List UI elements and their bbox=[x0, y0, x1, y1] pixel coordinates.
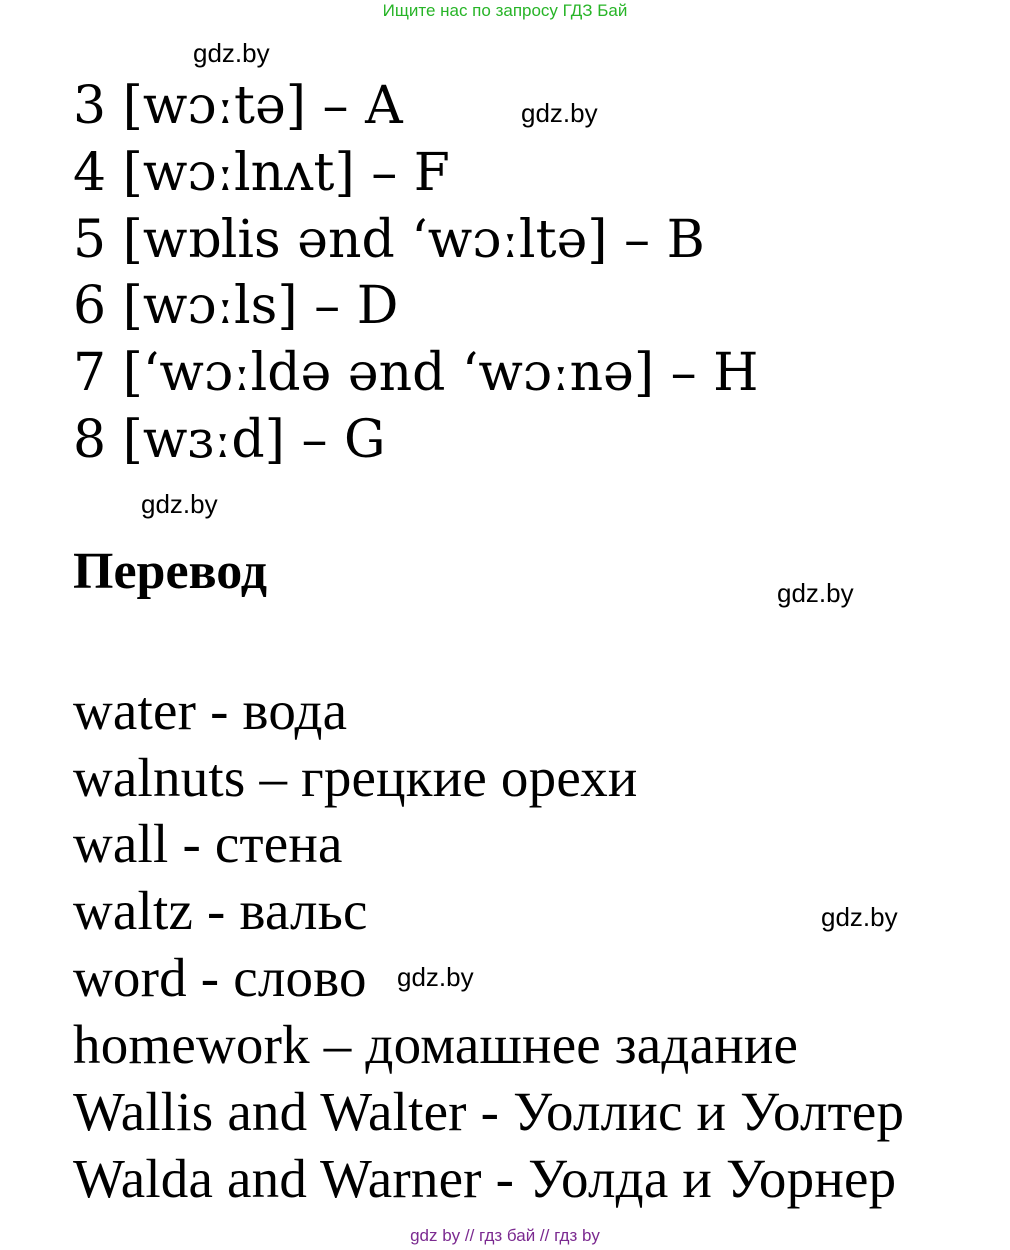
transcription-line: 3 [wɔːtə] – A bbox=[73, 76, 403, 136]
translation-line: water - вода bbox=[73, 680, 348, 741]
transcription-line: 6 [wɔːls] – D bbox=[73, 276, 399, 336]
transcription-line: 5 [wɒlis ənd ‘wɔːltə] – B bbox=[73, 210, 705, 270]
translation-line: waltz - вальс bbox=[73, 880, 368, 941]
transcription-line: 4 [wɔːlnʌt] – F bbox=[73, 143, 450, 203]
footer: gdz by // гдз бай // гдз by bbox=[410, 1226, 600, 1245]
watermark: gdz.by bbox=[777, 578, 854, 608]
watermark: gdz.by bbox=[821, 902, 898, 932]
top-banner: Ищите нас по запросу ГДЗ Бай bbox=[382, 1, 628, 20]
translation-line: homework – домашнее задание bbox=[73, 1014, 799, 1075]
watermark: gdz.by bbox=[141, 489, 218, 519]
translation-line: Wallis and Walter - Уоллис и Уолтер bbox=[73, 1081, 905, 1142]
transcription-line: 8 [wɜːd] – G bbox=[73, 410, 386, 470]
translation-line: walnuts – грецкие орехи bbox=[73, 747, 638, 808]
section-heading: Перевод bbox=[73, 543, 268, 600]
transcription-line: 7 [‘wɔːldə ənd ‘wɔːnə] – H bbox=[73, 343, 759, 403]
watermark: gdz.by bbox=[397, 962, 474, 992]
translation-line: word - слово bbox=[73, 947, 367, 1008]
watermark: gdz.by bbox=[521, 98, 598, 128]
watermark: gdz.by bbox=[193, 38, 270, 68]
translation-line: Walda and Warner - Уолда и Уорнер bbox=[73, 1148, 897, 1209]
translation-line: wall - стена bbox=[73, 813, 343, 874]
